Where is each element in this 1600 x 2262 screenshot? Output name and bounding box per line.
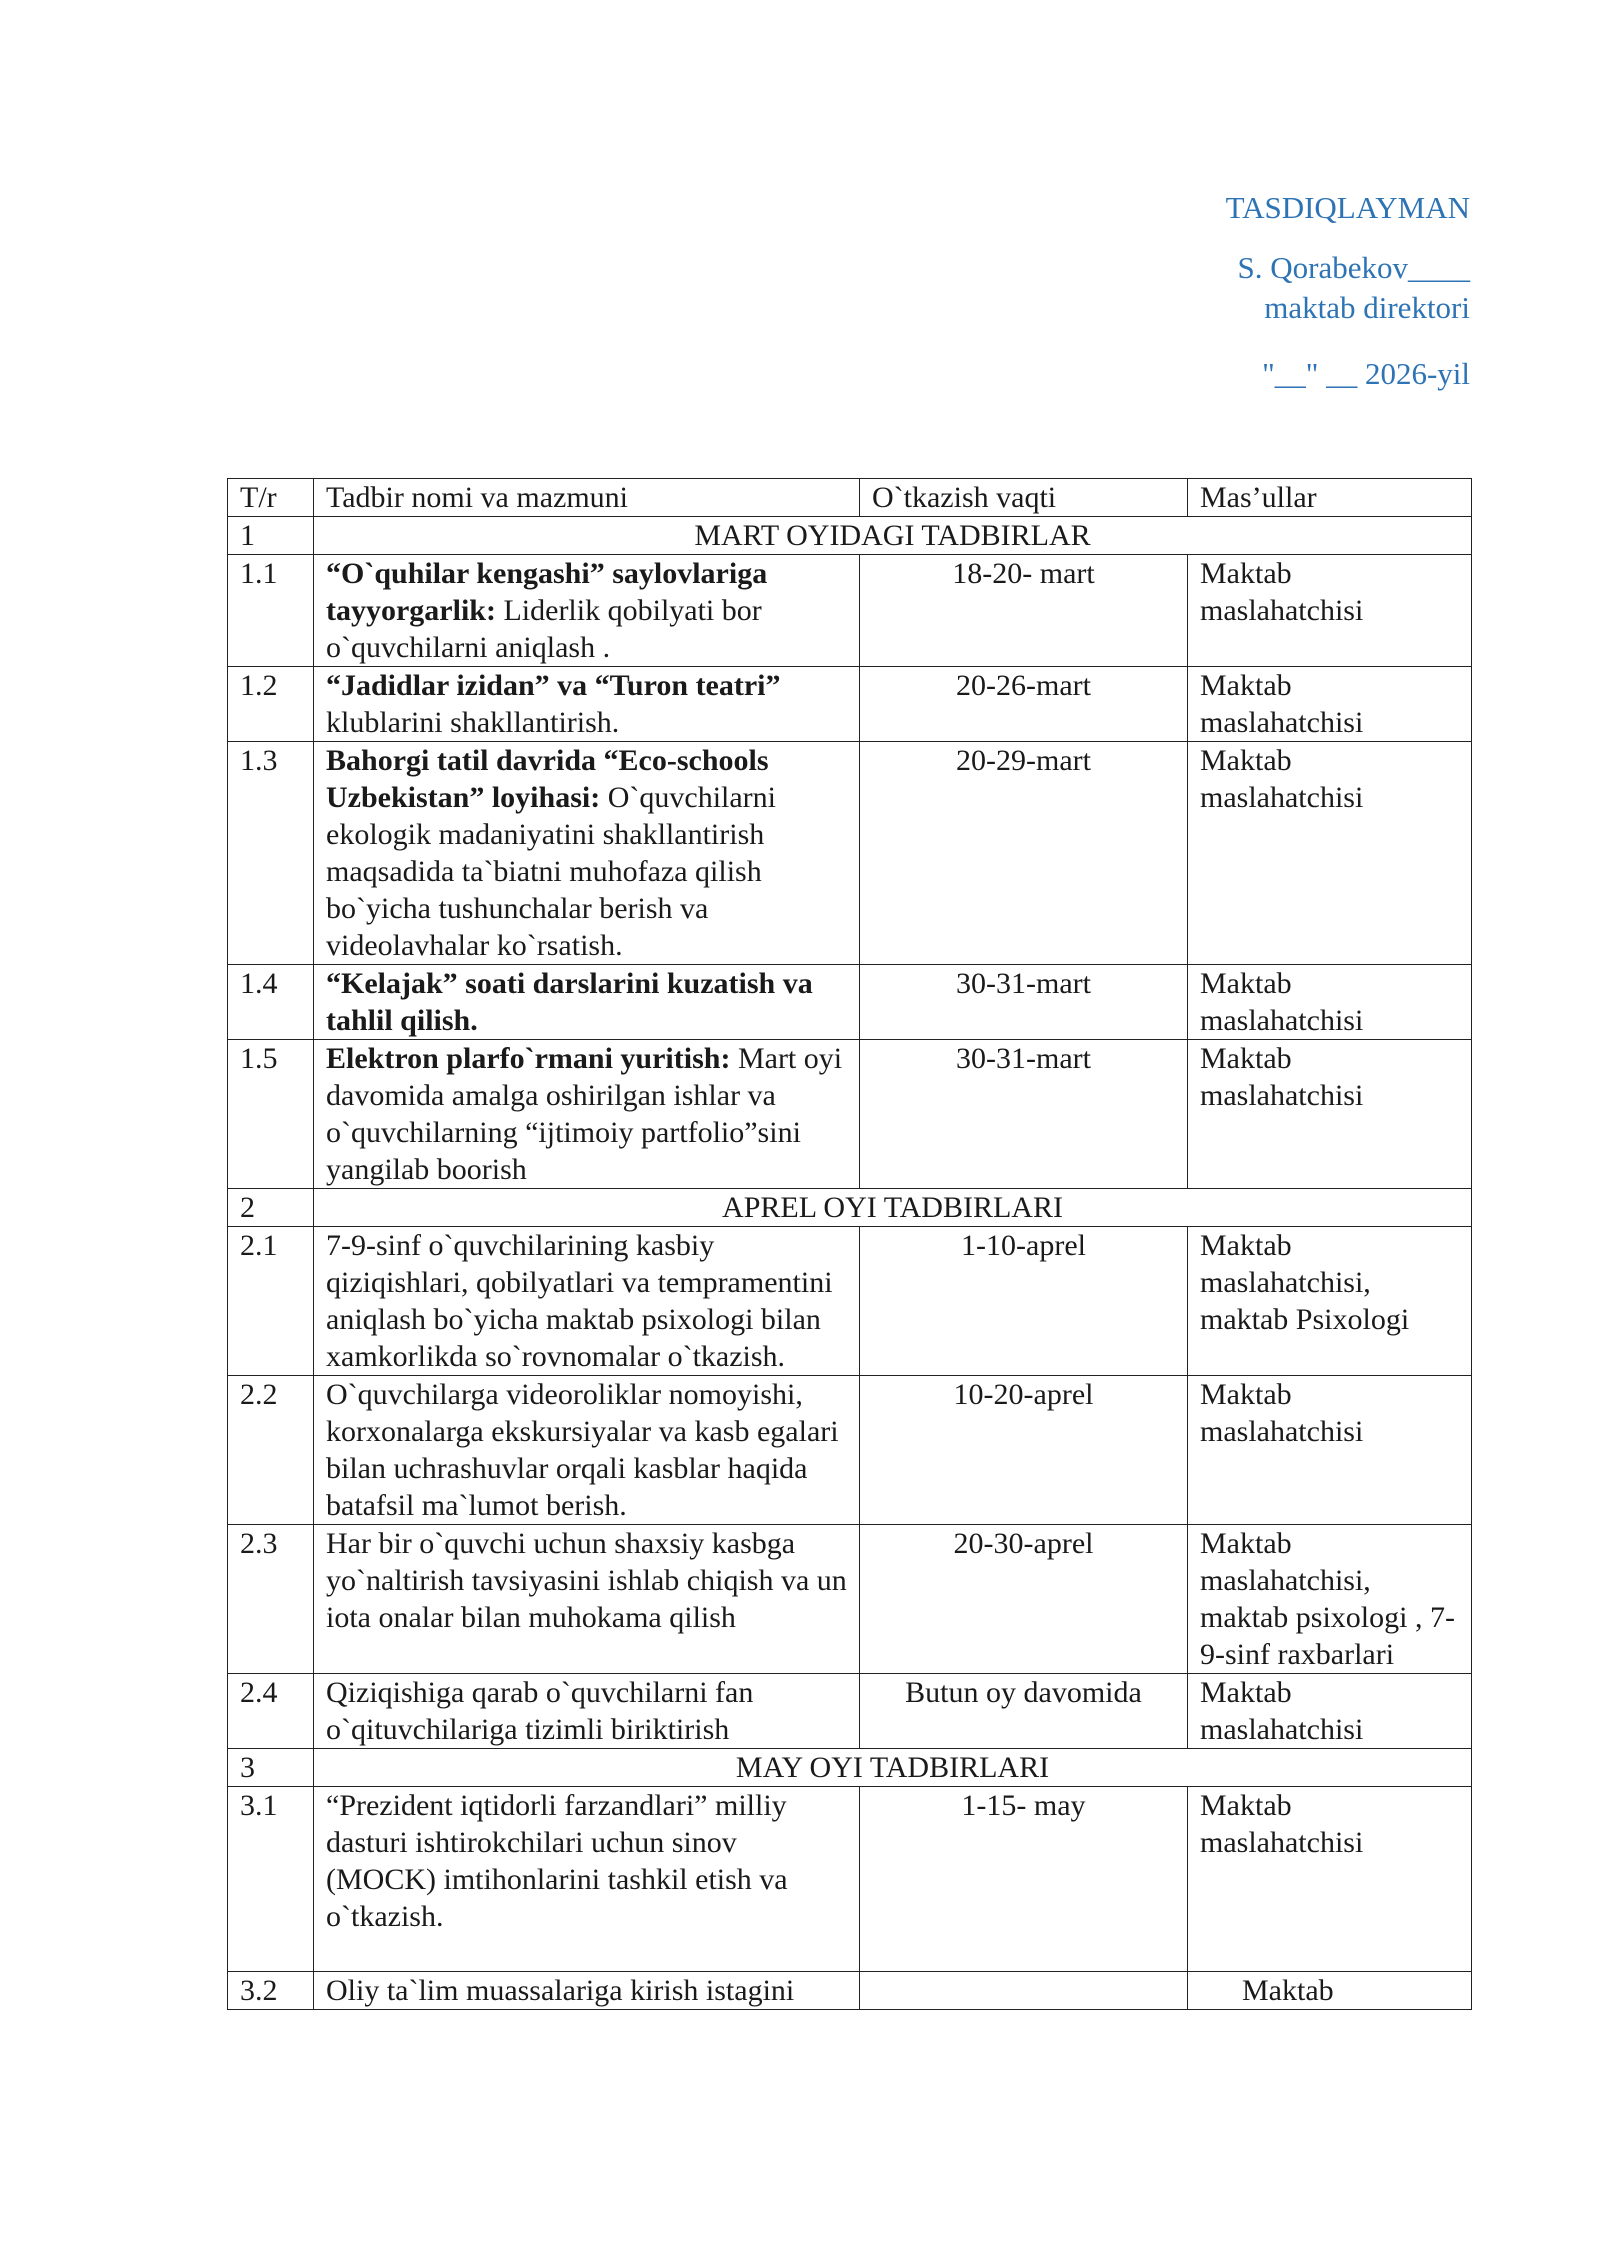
row-number: 1.1 <box>228 555 314 667</box>
section-title: MART OYIDAGI TADBIRLAR <box>314 517 1472 555</box>
event-responsible: Maktab maslahatchisi <box>1188 1376 1472 1525</box>
event-responsible: Maktab maslahatchisi <box>1188 1674 1472 1749</box>
event-responsible: Maktab maslahatchisi <box>1188 1040 1472 1189</box>
event-time: 30-31-mart <box>860 1040 1188 1189</box>
event-responsible: Maktab <box>1188 1972 1472 2010</box>
row-number: 2.1 <box>228 1227 314 1376</box>
table-row <box>228 1227 1472 1376</box>
event-time <box>860 1972 1188 2010</box>
event-description: “Prezident iqtidorli farzandlari” milliy dasturi ishtirokchilari uchun sinov (MOCK) imtihonlarini tashkil etish va o`tkazish. <box>314 1787 860 1972</box>
row-number: 1.5 <box>228 1040 314 1189</box>
event-time: Butun oy davomida <box>860 1674 1188 1749</box>
table-row <box>228 965 1472 1040</box>
section-row-april <box>228 1189 1472 1227</box>
event-time: 20-29-mart <box>860 742 1188 965</box>
event-text: klublarini shakllantirish. <box>326 706 620 739</box>
event-responsible: Maktab maslahatchisi <box>1188 1787 1472 1972</box>
header-responsible: Mas’ullar <box>1188 479 1472 517</box>
table-row <box>228 667 1472 742</box>
event-description <box>314 1040 860 1189</box>
event-title: “O`quhilar kengashi” saylovlariga tayyorgarlik: <box>326 557 768 627</box>
event-time: 30-31-mart <box>860 965 1188 1040</box>
events-plan-table <box>227 478 1472 2010</box>
event-time: 10-20-aprel <box>860 1376 1188 1525</box>
section-row-march <box>228 517 1472 555</box>
approval-title: TASDIQLAYMAN <box>1225 190 1470 225</box>
event-description <box>314 742 860 965</box>
approver-position: maktab direktori <box>1264 290 1470 325</box>
event-title: “Jadidlar izidan” va “Turon teatri” <box>326 669 781 702</box>
event-description: 7-9-sinf o`quvchilarining kasbiy qiziqishlari, qobilyatlari va tempramentini aniqlash bo`yicha maktab psixologi bilan xamkorlikda so`rovnomalar o`tkazish. <box>314 1227 860 1376</box>
event-responsible: Maktab maslahatchisi <box>1188 667 1472 742</box>
table-header-row <box>228 479 1472 517</box>
event-text: O`quvchilarni ekologik madaniyatini shakllantirish maqsadida ta`biatni muhofaza qilish bo`yicha tushunchalar berish va videolavhalar ko`rsatish. <box>326 781 776 962</box>
row-number: 3.2 <box>228 1972 314 2010</box>
event-text: Liderlik qobilyati bor o`quvchilarni aniqlash . <box>326 594 762 664</box>
event-responsible: Maktab maslahatchisi <box>1188 742 1472 965</box>
row-number: 1.4 <box>228 965 314 1040</box>
event-title: Elektron plarfo`rmani yuritish: <box>326 1042 731 1075</box>
table-row <box>228 1040 1472 1189</box>
table-row <box>228 1376 1472 1525</box>
header-number: T/r <box>228 479 314 517</box>
event-responsible: Maktab maslahatchisi, maktab Psixologi <box>1188 1227 1472 1376</box>
section-number: 2 <box>228 1189 314 1227</box>
event-description <box>314 555 860 667</box>
event-title: Bahorgi tatil davrida “Eco-schools Uzbekistan” loyihasi: <box>326 744 769 814</box>
header-event: Tadbir nomi va mazmuni <box>314 479 860 517</box>
approval-date: "__" __ 2026-yil <box>1262 356 1470 391</box>
table-row <box>228 1972 1472 2010</box>
event-time: 1-10-aprel <box>860 1227 1188 1376</box>
event-description <box>314 965 860 1040</box>
section-title: APREL OYI TADBIRLARI <box>314 1189 1472 1227</box>
event-title: “Kelajak” soati darslarini kuzatish va tahlil qilish. <box>326 967 813 1037</box>
event-description: Har bir o`quvchi uchun shaxsiy kasbga yo`naltirish tavsiyasini ishlab chiqish va un iota onalar bilan muhokama qilish <box>314 1525 860 1674</box>
event-description: O`quvchilarga videoroliklar nomoyishi, korxonalarga ekskursiyalar va kasb egalari bilan uchrashuvlar orqali kasblar haqida batafsil ma`lumot berish. <box>314 1376 860 1525</box>
event-time: 20-26-mart <box>860 667 1188 742</box>
table-row <box>228 1787 1472 1972</box>
row-number: 1.3 <box>228 742 314 965</box>
row-number: 3.1 <box>228 1787 314 1972</box>
table-row <box>228 555 1472 667</box>
event-description: Qiziqishiga qarab o`quvchilarni fan o`qituvchilariga tizimli biriktirish <box>314 1674 860 1749</box>
event-responsible: Maktab maslahatchisi, maktab psixologi , 7-9-sinf raxbarlari <box>1188 1525 1472 1674</box>
event-responsible: Maktab maslahatchisi <box>1188 555 1472 667</box>
section-number: 3 <box>228 1749 314 1787</box>
event-description: Oliy ta`lim muassalariga kirish istagini <box>314 1972 860 2010</box>
row-number: 2.3 <box>228 1525 314 1674</box>
approver-name: S. Qorabekov____ <box>1237 250 1470 285</box>
event-responsible: Maktab maslahatchisi <box>1188 965 1472 1040</box>
section-number: 1 <box>228 517 314 555</box>
section-title: MAY OYI TADBIRLARI <box>314 1749 1472 1787</box>
section-row-may <box>228 1749 1472 1787</box>
row-number: 2.4 <box>228 1674 314 1749</box>
event-time: 1-15- may <box>860 1787 1188 1972</box>
event-time: 20-30-aprel <box>860 1525 1188 1674</box>
event-description <box>314 667 860 742</box>
table-row <box>228 742 1472 965</box>
row-number: 1.2 <box>228 667 314 742</box>
event-text: Mart oyi davomida amalga oshirilgan ishlar va o`quvchilarning “ijtimoiy partfolio”sini yangilab boorish <box>326 1042 843 1186</box>
event-time: 18-20- mart <box>860 555 1188 667</box>
table-row <box>228 1674 1472 1749</box>
approval-block <box>1226 188 1470 394</box>
header-time: O`tkazish vaqti <box>860 479 1188 517</box>
row-number: 2.2 <box>228 1376 314 1525</box>
table-row <box>228 1525 1472 1674</box>
